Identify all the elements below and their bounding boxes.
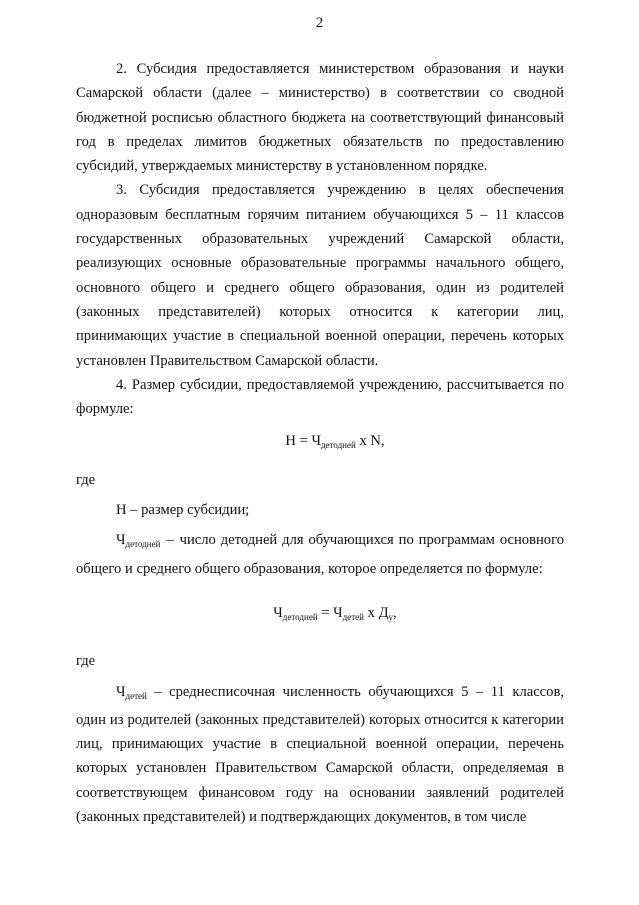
page-number: 2 [315, 15, 324, 31]
formula-childdays [76, 601, 564, 629]
formula-2-op: х Д [363, 604, 389, 621]
definition-chdetodney [76, 528, 564, 581]
paragraph-4: 4. Размер субсидии, предоставляемой учреждению, рассчитывается по формуле: [76, 376, 564, 418]
chdetodney-dash: – [166, 532, 174, 549]
where-label-2: где [76, 653, 96, 670]
document-body [76, 57, 564, 829]
chdetey-text: – среднесписочная численность обучающихся 5 – 11 классов, один из родителей (законных представителей) которых относится к категории лиц, принимающих участие в специальной военной операции, перечень которых установлен Правительством Самарской области, определяемая в соответствующем финансовом году на основании заявлений родителей (законных представителей) и подтверждающих документов, в том числе [76, 683, 564, 826]
formula-2-subscript-1: детодней [282, 611, 318, 622]
formula-1-rhs: х N, [355, 433, 385, 450]
chdetey-symbol: Ч [116, 683, 126, 700]
formula-1-lhs: Н = Ч [285, 433, 321, 450]
formula-2-end: , [393, 604, 397, 621]
formula-2-symbol-1: Ч [273, 604, 283, 621]
chdetey-subscript: детей [125, 690, 147, 701]
formula-2-subscript-2: детей [342, 611, 364, 622]
chdetodney-subscript: детодней [125, 539, 161, 550]
chdetodney-text: число детодней для обучающихся по программам основного общего и среднего общего образования, которое определяется по формуле: [76, 532, 564, 577]
definition-h: Н – размер субсидии; [116, 502, 250, 519]
paragraph-3: 3. Субсидия предоставляется учреждению в целях обеспечения одноразовым бесплатным горячим питанием обучающихся 5 – 11 классов государственных образовательных учреждений Самарской области, реализующих основные образовательные программы начального общего, основного общего и среднего общего образования, один из родителей (законных представителей) которых относится к категории лиц, принимающих участие в специальной военной операции, перечень которых установлен Правительством Самарской области. [76, 182, 564, 369]
where-label-1: где [76, 471, 96, 488]
definition-chdetey [76, 680, 564, 830]
formula-1-subscript: детодней [320, 440, 356, 451]
formula-2-eq: = Ч [317, 604, 343, 621]
paragraph-2: 2. Субсидия предоставляется министерством образования и науки Самарской области (далее – министерство) в соответствии со сводной бюджетной росписью областного бюджета на соответствующий финансовый год в пределах лимитов бюджетных обязательств по предоставлению субсидий, утверждаемых министерству в установленном порядке. [76, 61, 564, 175]
formula-subsidy [76, 429, 564, 457]
chdetodney-symbol: Ч [116, 532, 126, 549]
formula-2-subscript-3: у [388, 611, 394, 622]
